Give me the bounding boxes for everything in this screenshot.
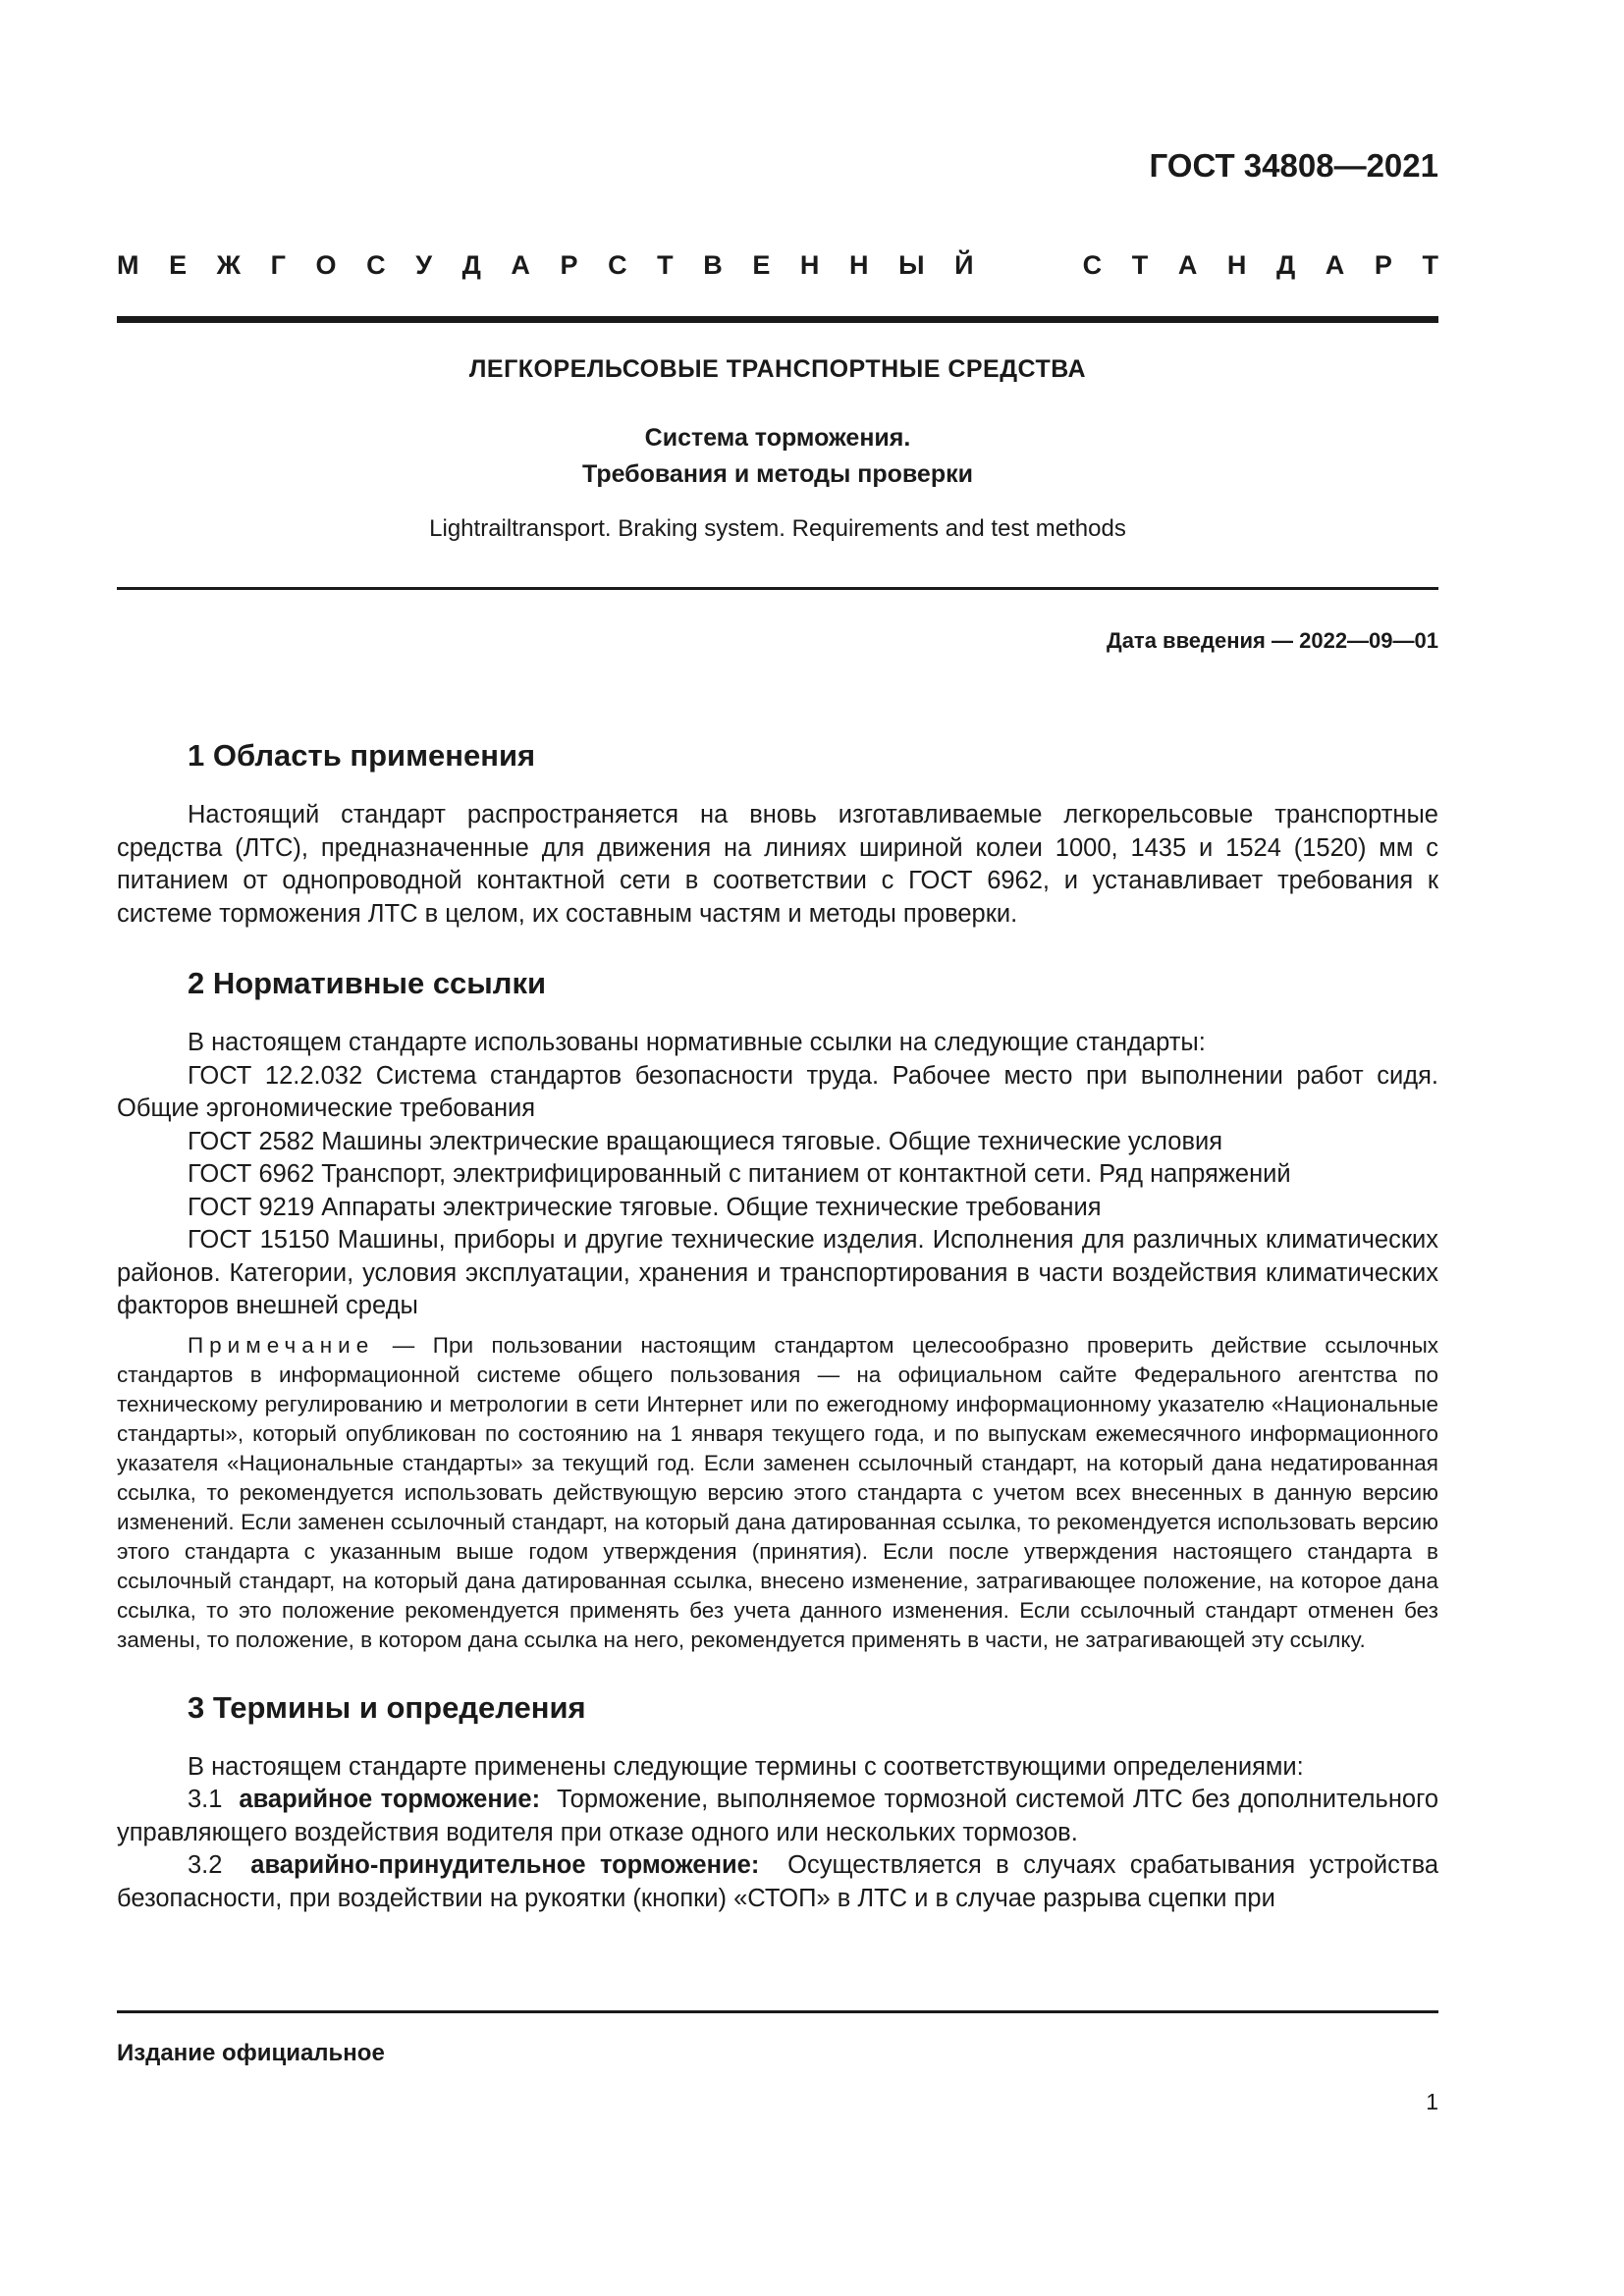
footer-divider: [117, 2010, 1438, 2013]
banner-letter: Ж: [216, 250, 242, 280]
banner-letter: Й: [954, 250, 974, 280]
banner-letter: О: [315, 250, 337, 280]
document-number: ГОСТ 34808—2021: [1149, 147, 1438, 184]
edition-label: Издание официальное: [117, 2040, 385, 2066]
banner-letter: Т: [1131, 250, 1149, 280]
term-item: [117, 1849, 1438, 1915]
paragraph: В настоящем стандарте применены следующие термины с соответствующими определениями:: [188, 1752, 1304, 1781]
banner-letter: Н: [849, 250, 869, 280]
paragraph: Настоящий стандарт распространяется на вновь изготавливаемые легкорельсовые транспортные средства (ЛТС), предназначенные для движения на линиях шириной колеи 1000, 1435 и 1524 (1520) мм с питанием от однопроводной контактной сети в соответствии с ГОСТ 6962, и устанавливает требования к системе торможения ЛТС в целом, их составным частям и методы проверки.: [117, 801, 1438, 928]
note-label: Примечание: [188, 1332, 375, 1358]
english-title: Lightrailtransport. Braking system. Requirements and test methods: [429, 515, 1126, 542]
section-normative-references: [117, 964, 1438, 1655]
banner-letter: Е: [752, 250, 771, 280]
banner-letter: У: [415, 250, 433, 280]
term-definition: Осуществляется в случаях срабатывания устройства безопасности, при воздействии на рукоятки (кнопки) «СТОП» в ЛТС и в случае разрыва сцепки при: [117, 1851, 1439, 1912]
section-heading: 3 Термины и определения: [188, 1689, 586, 1725]
document-subtitle: [117, 420, 1438, 493]
document-body: [117, 736, 1438, 1949]
banner-letter: А: [511, 250, 530, 280]
introduction-date: Дата введения — 2022—09—01: [1107, 628, 1438, 653]
subtitle-line: Требования и методы проверки: [582, 460, 973, 488]
term-number: 3.1: [188, 1786, 223, 1813]
term-name: аварийное торможение:: [239, 1786, 541, 1813]
subtitle-line: Система торможения.: [644, 424, 911, 452]
banner-letter: Т: [1422, 250, 1438, 280]
banner-letter: А: [1177, 250, 1198, 280]
reference-item: ГОСТ 12.2.032 Система стандартов безопасности труда. Рабочее место при выполнении работ сидя. Общие эргономические требования: [117, 1061, 1438, 1122]
top-divider: [117, 316, 1438, 323]
section-heading: 2 Нормативные ссылки: [188, 966, 547, 1000]
banner-letter: Д: [461, 250, 481, 280]
banner-gap: [1003, 250, 1053, 281]
banner-letter: А: [1325, 250, 1345, 280]
banner-letter: Н: [799, 250, 820, 280]
banner-letter: Р: [560, 250, 578, 280]
reference-item: ГОСТ 9219 Аппараты электрические тяговые. Общие технические требования: [188, 1193, 1102, 1221]
banner-letter: Г: [270, 250, 286, 280]
banner-letter: Ы: [898, 250, 925, 280]
reference-item: ГОСТ 15150 Машины, приборы и другие технические изделия. Исполнения для различных климатических районов. Категории, условия эксплуатации, хранения и транспортирования в части воздействия климатических факторов внешней среды: [117, 1226, 1438, 1319]
banner-letter: Р: [1374, 250, 1392, 280]
banner-letter: С: [608, 250, 627, 280]
section-terms: [117, 1688, 1438, 1916]
section-scope: [117, 736, 1438, 931]
section-heading: 1 Область применения: [188, 738, 536, 773]
banner-letter: Н: [1226, 250, 1247, 280]
banner-letter: Д: [1275, 250, 1296, 280]
paragraph: В настоящем стандарте использованы нормативные ссылки на следующие стандарты:: [188, 1029, 1206, 1056]
banner-letter: В: [703, 250, 723, 280]
term-number: 3.2: [188, 1851, 223, 1879]
banner-letter: Т: [657, 250, 674, 280]
reference-item: ГОСТ 2582 Машины электрические вращающиеся тяговые. Общие технические условия: [188, 1127, 1223, 1155]
title-divider: [117, 587, 1438, 590]
note-paragraph: [117, 1331, 1438, 1655]
reference-item: ГОСТ 6962 Транспорт, электрифицированный с питанием от контактной сети. Ряд напряжений: [188, 1160, 1291, 1188]
banner-letter: С: [366, 250, 386, 280]
page-number: 1: [1426, 2089, 1438, 2114]
term-name: аварийно-принудительное торможение:: [250, 1851, 760, 1879]
document-title: ЛЕГКОРЕЛЬСОВЫЕ ТРАНСПОРТНЫЕ СРЕДСТВА: [468, 355, 1087, 383]
term-item: [117, 1784, 1438, 1849]
note-text: — При пользовании настоящим стандартом целесообразно проверить действие ссылочных стандартов в информационной системе общего пользования — на официальном сайте Федерального агентства по техническому регулированию и метрологии в сети Интернет или по ежегодному информационному указателю «Национальные стандарты», который опубликован по состоянию на 1 января текущего года, и по выпускам ежемесячного информационного указателя «Национальные стандарты» за текущий год. Если заменен ссылочный стандарт, на который дана недатированная ссылка, то рекомендуется использовать действующую версию этого стандарта с учетом всех внесенных в данную версию изменений. Если заменен ссылочный стандарт, на который дана датированная ссылка, то рекомендуется использовать версию этого стандарта с указанным выше годом утверждения (принятия). Если после утверждения настоящего стандарта в ссылочный стандарт, на который дана датированная ссылка, внесено изменение, затрагивающее положение, на которое дана ссылка, то это положение рекомендуется применять без учета данного изменения. Если ссылочный стандарт отменен без замены, то положение, в котором дана ссылка на него, рекомендуется применять в части, не затрагивающей эту ссылку.: [117, 1332, 1438, 1652]
banner-letter: С: [1082, 250, 1103, 280]
standard-banner: [117, 250, 1438, 281]
banner-letter: Е: [169, 250, 188, 280]
term-definition: Торможение, выполняемое тормозной системой ЛТС без дополнительного управляющего воздействия водителя при отказе одного или нескольких тормозов.: [117, 1786, 1439, 1846]
banner-letter: М: [117, 250, 139, 280]
